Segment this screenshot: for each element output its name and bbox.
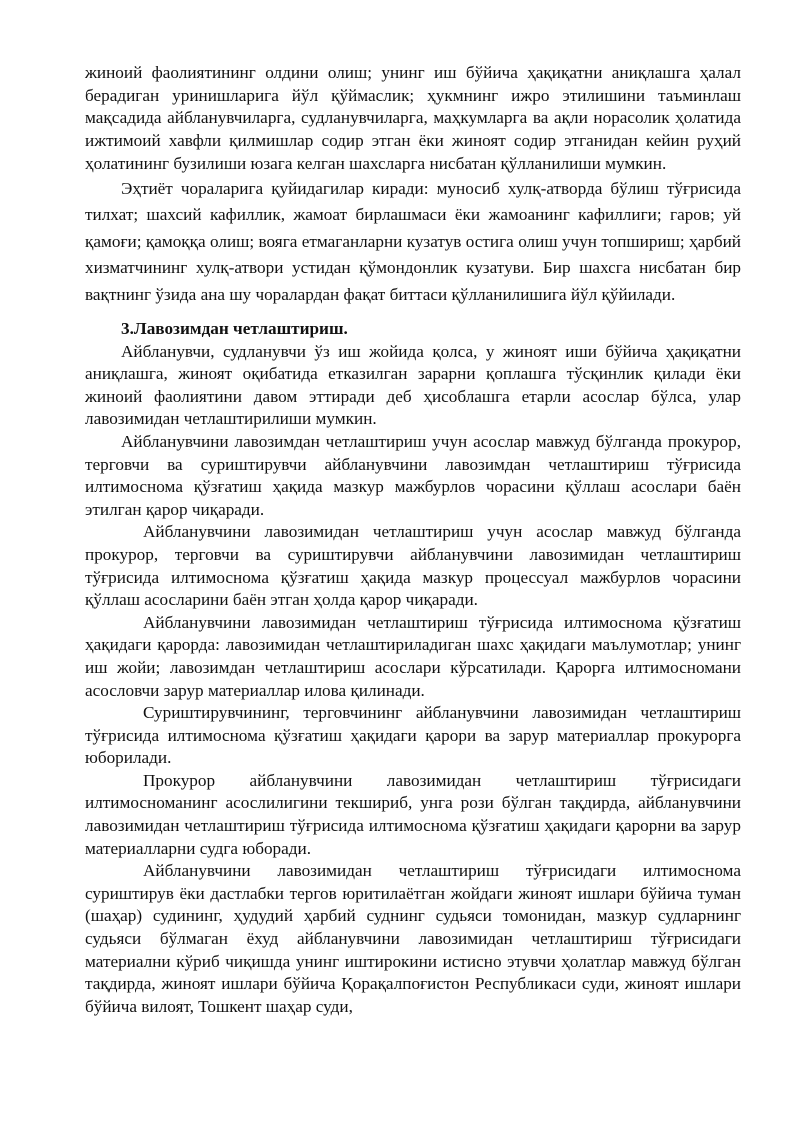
section-heading: 3.Лавозимдан четлаштириш.: [121, 319, 348, 339]
paragraph-group-measures: [85, 176, 741, 309]
paragraph-6: Айбланувчини лавозимидан четлаштириш тўғрисида илтимосномa қўзғатиш ҳақидаги қарорда: лавозимидан четлаштириладиган шахс ҳақидаги маълумотлар; унинг иш жойи; лавозимдан четлаштириш асослари кўрсатилади. Қарорга илтимосномани асословчи зарур материаллар илова қилинади.: [85, 612, 741, 700]
paragraph-4: Айбланувчини лавозимдан четлаштириш учун асослар мавжуд бўлганда прокурор, терговчи ва суриштирувчи айбланувчини лавозимдан четлаштириш тўғрисида илтимосномa қўзғатиш ҳақида мазкур мажбурлов чорасини қўллаш асослари баён этилган қарор чиқаради.: [85, 431, 741, 519]
paragraph-3: Айбланувчи, судланувчи ўз иш жойида қолса, у жиноят иши бўйича ҳақиқатни аниқлашга, жиноят оқибатида етказилган зарарни қоплашга тўсқинлик қилади ёки жиноий фаолиятини давом эттиради деб ҳисоблашга етарли асослар бўлса, улар лавозимидан четлаштирилиши мумкин.: [85, 341, 741, 429]
paragraph-7: Суриштирувчининг, терговчининг айбланувчини лавозимидан четлаштириш тўғрисида илтимосномa қўзғатиш ҳақидаги қарори ва зарур материаллар прокурорга юборилади.: [85, 703, 741, 768]
paragraph-group-preventive: [85, 62, 741, 176]
paragraph-9: Айбланувчини лавозимидан четлаштириш тўғрисидаги илтимосномa суриштирув ёки дастлабки тергов юритилаётган жойдаги жиноят ишлари бўйича туман (шаҳар) судининг, ҳудудий ҳарбий суднинг судьяси томонидан, мазкур судларнинг судьяси бўлмаган ёхуд айбланувчини лавозимидан четлаштириш тўғрисидаги материални кўриб чиқишда унинг иштирокини истисно этувчи ҳолатлар мавжуд бўлган тақдирда, жиноят ишлари бўйича Қорақалпоғистон Республикаси суди, жиноят ишлари бўйича вилоят, Тошкент шаҳар суди,: [85, 861, 741, 1016]
paragraph-2: Эҳтиёт чораларига қуйидагилар киради: муносиб хулқ-атворда бўлиш тўғрисида тилхат; шахсий кафиллик, жамоат бирлашмаси ёки жамоанинг кафиллиги; гаров; уй қамоғи; қамоққа олиш; вояга етмаганларни кузатув остига олиш учун топшириш; ҳарбий хизматчининг хулқ-атвори устидан қўмондонлик кузатуви. Бир шахсга нисбатан бир вақтнинг ўзида ана шу чоралардан фақат биттаси қўлланилишига йўл қўйилади.: [85, 178, 741, 304]
paragraph-8: Прокурор айбланувчини лавозимидан четлаштириш тўғрисидаги илтимосноманинг асослилигини текшириб, унга рози бўлган тақдирда, айбланувчини лавозимидан четлаштириш тўғрисида илтимосномa қўзғатиш ҳақидаги қарорни ва зарур материалларни судга юборади.: [85, 770, 741, 858]
paragraph-1: жиноий фаолиятининг олдини олиш; унинг иш бўйича ҳақиқатни аниқлашга ҳалал берадиган уринишларига йўл қўймаслик; ҳукмнинг ижро этилишини таъминлаш мақсадида айбланувчиларга, судланувчиларга, маҳкумларга ва ақли норасолик ҳолатида ижтимоий хавфли қилмишлар содир этган ёки жиноят содир этганидан кейин руҳий ҳолатининг бузилиши юзага келган шахсларга нисбатан қўлланилиши мумкин.: [85, 63, 741, 173]
document-page: [85, 62, 741, 1018]
paragraph-5: Айбланувчини лавозимидан четлаштириш учун асослар мавжуд бўлганда прокурор, терговчи ва суриштирувчи айбланувчини лавозимидан четлаштириш тўғрисида илтимосномa қўзғатиш ҳақида мазкур процессуал мажбурлов чорасини қўллаш асосларини баён этган ҳолда қарор чиқаради.: [85, 522, 741, 610]
